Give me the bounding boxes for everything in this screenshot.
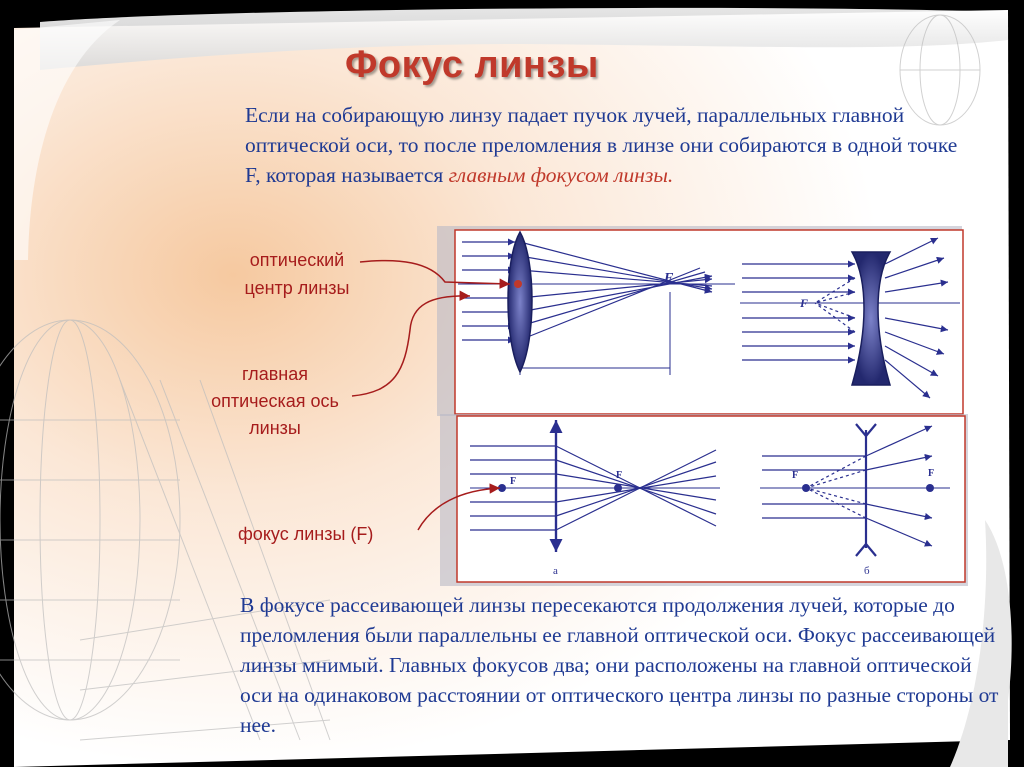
optical-center-dot [514,280,522,288]
bottom-div-focus-label-left: F [792,470,799,481]
top-focus-label: F [664,271,674,286]
main-axis-line-3: линзы [249,418,301,438]
intro-term: главным фокусом линзы. [448,163,674,187]
optical-center-line-1: оптический [249,250,345,270]
focus-label-text: фокус линзы (F) [238,524,374,544]
page-title: Фокус линзы [345,44,599,86]
optical-center-line-2: центр линзы [244,278,350,298]
caption-a: а [553,565,558,577]
bottom-focus-label-left: F [510,476,517,487]
caption-b: б [864,565,870,577]
bottom-div-focus-dot-left [802,484,810,492]
diverging-lens-paragraph: В фокусе рассеивающей линзы пересекаются продолжения лучей, которые до преломления были параллельны ее главной оптической оси. Фокус рассеивающей линзы мнимый. Главных фокусов два; они расположены на главной оптической оси на одинаковом расстоянии от оптического центра линзы по разные стороны от нее. [240,593,999,737]
bottom-div-focus-dot-right [926,484,934,492]
bottom-focus-label-mid: F [616,470,623,481]
bottom-div-focus-label-right: F [928,468,935,479]
main-axis-line-1: главная [242,364,308,384]
intro-text: Если на собирающую линзу падает пучок лучей, параллельных главной оптической оси, то после преломления в линзе они собираются в одной точке F, которая называется [245,103,958,187]
top-diverging-focus-label: F [800,296,809,310]
main-axis-line-2: оптическая ось [211,391,339,411]
bottom-focus-dot-mid [614,484,622,492]
